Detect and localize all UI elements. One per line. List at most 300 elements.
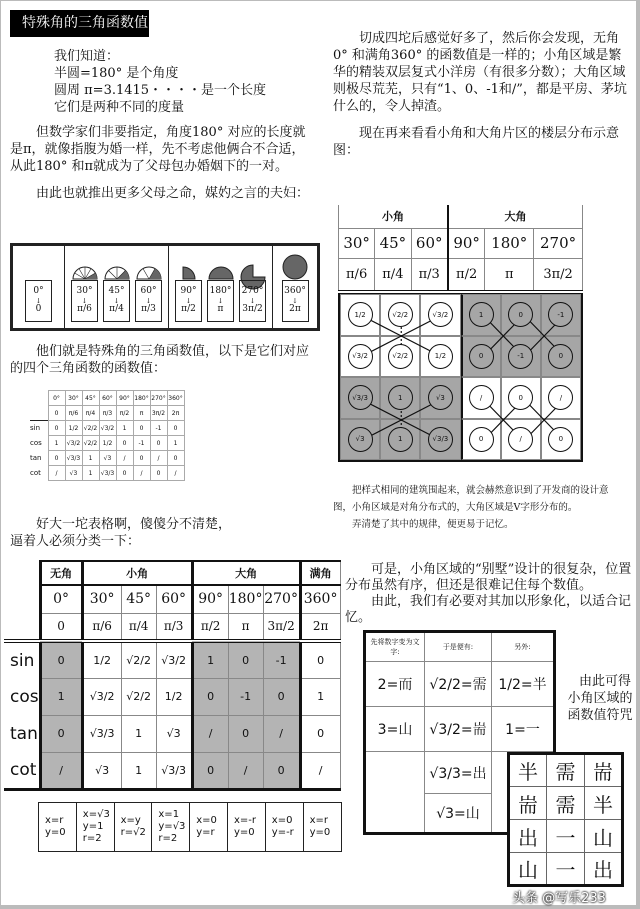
angle-sector-icon [175, 265, 203, 280]
value-text: √3 [355, 435, 365, 444]
value-text: 0 [57, 619, 65, 634]
value-text: / [59, 763, 63, 777]
value-text: 0 [156, 469, 161, 477]
value-text: √3/3 [66, 454, 81, 462]
degree-cell [228, 585, 263, 613]
value-cell [228, 752, 263, 789]
function-label [30, 466, 48, 481]
value-text: 90° [119, 394, 130, 402]
coordinate-cell [77, 803, 115, 851]
value-text: √3/2 [432, 310, 449, 319]
equals-sign: = [520, 677, 533, 693]
value-cell [192, 715, 228, 752]
mnemonic-char: 出 [472, 765, 487, 782]
value-cell [116, 451, 133, 466]
value-text: / [55, 469, 58, 477]
angle-card [175, 280, 202, 322]
mnemonic-char: 需 [472, 677, 487, 693]
angle-card [239, 280, 266, 322]
value-cell [82, 678, 121, 715]
function-label [30, 436, 48, 451]
value-text: √3/2 [66, 439, 81, 447]
angle-pairs-diagram [10, 243, 320, 331]
value-cell [121, 678, 156, 715]
mnemonic-header [492, 632, 555, 662]
value-text: 0 [242, 727, 250, 740]
coordinate-cell [266, 803, 304, 851]
mnemonic-char: 半 [532, 677, 547, 693]
value-cell [300, 715, 340, 752]
angle-pair [103, 265, 131, 322]
value-cell [48, 466, 65, 481]
value-text: 无角 [50, 567, 73, 580]
value-text: 180° [491, 234, 528, 252]
mnemonic-header [365, 632, 425, 662]
value-text: √3 [95, 763, 110, 777]
group-header-row [339, 205, 583, 228]
arrow-icon: ↓ [145, 297, 152, 305]
value-cell [116, 421, 133, 436]
degree-cell [411, 228, 448, 258]
radian-text: π/3 [141, 304, 156, 314]
value-text: 45° [85, 394, 96, 402]
mnemonic-number: √3 [436, 806, 455, 822]
radian-cell [99, 406, 116, 421]
value-text: 1 [398, 435, 403, 444]
value-text: 0 [156, 439, 161, 447]
degree-cell [40, 585, 82, 613]
value-text: / [479, 393, 483, 402]
corner [4, 613, 40, 641]
value-text: 3π/2 [267, 619, 295, 634]
value-cell [228, 678, 263, 715]
watermark: 头条 @写乐233 [512, 891, 606, 906]
coordinate-value: r=√2 [120, 827, 146, 838]
coordinate-value: x=y [120, 815, 141, 826]
coordinate-cell [228, 803, 266, 851]
coordinate-value: y=0 [309, 827, 331, 838]
radian-label [181, 305, 196, 315]
angle-card [282, 280, 309, 322]
value-cell [65, 466, 82, 481]
radian-cell [167, 406, 184, 421]
mnemonic-char: 山 [398, 722, 413, 738]
arrow-icon: ↓ [81, 297, 88, 305]
value-text: 0 [277, 763, 285, 777]
value-text: 0 [518, 393, 523, 402]
value-text: sin [10, 650, 35, 671]
value-text: 3π/2 [543, 266, 573, 282]
value-text: π/2 [456, 266, 478, 282]
value-text: 小角 [381, 210, 404, 224]
arrow-icon: ↓ [113, 297, 120, 305]
floor-circle-grid [338, 294, 583, 462]
value-text: 满角 [309, 567, 332, 580]
value-text: 1 [207, 653, 215, 667]
charm-grid [507, 752, 624, 887]
angle-sector-icon [71, 265, 99, 280]
angle-pair [135, 265, 163, 322]
value-text: 1 [478, 310, 484, 319]
value-text: / [243, 763, 248, 777]
value-text: 0 [558, 352, 564, 361]
radian-cell [40, 613, 82, 641]
value-text: 0 [518, 310, 523, 319]
degree-label: 0° [33, 286, 44, 297]
value-text: π/6 [92, 619, 112, 634]
arrow-icon: ↓ [185, 297, 192, 305]
value-text: 30° [89, 591, 115, 608]
value-cell [228, 641, 263, 678]
value-text: tan [10, 723, 38, 744]
intro-line: 圆周 π=3.1415・・・・是一个长度 [54, 83, 267, 98]
value-cell [82, 715, 121, 752]
charm-cell: 需 [547, 754, 585, 787]
value-text: / [123, 454, 126, 462]
value-circle [428, 344, 453, 369]
right-text-mid [333, 482, 623, 533]
paragraph: 好大一坨表格啊，傻傻分不清楚， [36, 517, 232, 532]
mnemonic-number: 1 [505, 722, 515, 738]
value-text: π/3 [102, 409, 113, 417]
value-text: √3/3 [89, 727, 115, 740]
group-full-angle [273, 246, 317, 328]
value-text: √3 [166, 727, 181, 740]
degree-row [339, 228, 583, 258]
angle-sector-icon [207, 265, 235, 280]
degree-cell [167, 391, 184, 406]
value-text: 0 [122, 439, 127, 447]
value-text: π/3 [163, 619, 184, 634]
value-text: 0 [139, 424, 144, 432]
value-circle [469, 427, 494, 452]
coordinate-value: x=r [309, 815, 328, 826]
value-text: 1 [317, 690, 325, 703]
value-cell [263, 715, 300, 752]
value-cell [82, 641, 121, 678]
value-cell [263, 752, 300, 789]
value-text: √2/2 [126, 690, 151, 703]
value-cell [99, 451, 116, 466]
coordinate-value: x=0 [196, 815, 217, 826]
intro-p3 [10, 343, 315, 387]
value-text: cot [30, 469, 41, 477]
value-text: 0° [53, 394, 60, 402]
mnemonic-cell [365, 707, 425, 752]
coordinate-value: y=-r [271, 827, 294, 838]
intro-line: 我们知道： [54, 49, 120, 64]
value-circle [548, 344, 573, 369]
value-cell [48, 421, 65, 436]
value-text: 1/2 [354, 310, 366, 319]
value-cell [121, 715, 156, 752]
caption-line: 小角区域的 [567, 691, 633, 706]
mnemonic-row [365, 707, 555, 752]
charm-cell: 出 [585, 853, 623, 886]
value-text: tan [30, 454, 42, 462]
degree-cell [65, 391, 82, 406]
intro-paragraphs [10, 124, 310, 212]
caption-line: 函数值符咒 [567, 708, 633, 723]
page-title: 特殊角的三角函数值 [10, 10, 149, 37]
mnemonic-char: 一 [525, 722, 540, 738]
value-cell [121, 641, 156, 678]
coordinate-value: x=-r [233, 815, 257, 826]
value-text: 2π [171, 409, 180, 417]
radian-cell [448, 258, 485, 292]
coordinate-value: y=√3 [158, 821, 186, 832]
radian-cell [300, 613, 340, 641]
mnemonic-header [425, 632, 492, 662]
charm-row [509, 820, 623, 853]
value-cell [192, 641, 228, 678]
coordinate-cell [152, 803, 190, 851]
value-text: 0 [54, 424, 59, 432]
group-header [339, 205, 448, 228]
floor-header-table [338, 205, 583, 294]
degree-label: 60° [140, 286, 157, 297]
value-text: -1 [155, 424, 162, 432]
value-text: 1 [54, 439, 59, 447]
table-row [4, 715, 340, 752]
group-header [448, 205, 583, 228]
radian-label [218, 305, 224, 315]
group-header [40, 561, 82, 585]
value-cell [133, 436, 150, 451]
corner [30, 391, 48, 406]
value-text: √3/2 [100, 424, 115, 432]
value-text: 0 [207, 690, 215, 703]
value-cell [228, 715, 263, 752]
value-text: 0 [478, 352, 484, 361]
value-text: 先将数字变为文字: [370, 638, 420, 656]
degree-cell [156, 585, 192, 613]
radian-cell [121, 613, 156, 641]
value-cell [156, 752, 192, 789]
value-cell [156, 715, 192, 752]
radian-cell [411, 258, 448, 292]
value-text: cos [10, 686, 39, 707]
trig-values-table-grouped [4, 560, 341, 791]
degree-cell [82, 391, 99, 406]
value-text: √2/2 [83, 439, 98, 447]
value-text: √3/3 [432, 435, 449, 444]
corner [4, 561, 40, 585]
value-circle [348, 385, 373, 410]
coordinate-value: y=0 [233, 827, 255, 838]
value-circle [348, 344, 373, 369]
radian-text: π/4 [109, 304, 124, 314]
degree-cell [150, 391, 167, 406]
paragraph: 由此，我们有必要对其加以形象化，以适合记忆。 [345, 594, 632, 625]
degree-cell [82, 585, 121, 613]
value-cell [40, 752, 82, 789]
degree-label: 180° [209, 286, 232, 297]
mnemonic-cell [365, 662, 425, 707]
value-cell [82, 752, 121, 789]
charm-cell: 一 [547, 853, 585, 886]
value-text: / [157, 454, 160, 462]
value-cell [150, 466, 167, 481]
mnemonic-cell [425, 662, 492, 707]
angle-pair [281, 265, 309, 322]
equals-sign: = [460, 722, 473, 738]
value-text: -1 [517, 352, 525, 361]
value-cell [121, 752, 156, 789]
table-row [30, 421, 184, 436]
radian-label [242, 305, 262, 315]
paragraph: 弄清楚了其中的规律，便更易于记忆。 [352, 519, 514, 530]
radian-cell [133, 406, 150, 421]
coordinate-value: r=2 [158, 833, 178, 844]
coordinate-cell [190, 803, 228, 851]
value-text: π/2 [200, 619, 221, 634]
value-text: √2/2 [83, 424, 98, 432]
value-text: 0 [277, 690, 285, 703]
value-text: / [559, 393, 563, 402]
value-text: 180° [228, 591, 263, 608]
group-zero-angle [13, 246, 65, 328]
value-text: √2/2 [392, 310, 409, 319]
angle-pair [175, 265, 203, 322]
degree-cell [116, 391, 133, 406]
coordinate-cell [39, 803, 77, 851]
value-text: 30° [68, 394, 79, 402]
group-large-angles [169, 246, 273, 328]
coordinate-table [38, 802, 342, 852]
value-text: 大角 [235, 567, 258, 580]
value-text: 0 [122, 469, 127, 477]
value-text: π/4 [382, 266, 404, 282]
value-text: 1/2 [102, 439, 113, 447]
arrow-icon: ↓ [35, 297, 42, 305]
value-text: 0 [54, 409, 59, 417]
value-cell [156, 641, 192, 678]
radian-label [141, 305, 156, 315]
value-cell [300, 678, 340, 715]
table-row [30, 466, 184, 481]
value-text: 180° [134, 394, 149, 402]
radian-label [289, 305, 301, 315]
charm-cell: 需 [547, 787, 585, 820]
mnemonic-number: √3/2 [429, 722, 461, 738]
value-cell [300, 752, 340, 789]
value-circle [388, 427, 413, 452]
value-text: 0 [207, 763, 215, 777]
value-text: 1 [88, 469, 93, 477]
radian-label [36, 305, 42, 315]
value-text: √3/2 [161, 653, 186, 667]
value-text: 0 [317, 653, 325, 667]
angle-card [207, 280, 234, 322]
value-circle [388, 344, 413, 369]
value-cell [48, 451, 65, 466]
table-row [4, 752, 340, 789]
value-text: 0 [478, 435, 484, 444]
radian-text: π/6 [77, 304, 92, 314]
equals-sign: = [386, 677, 399, 693]
value-text: -1 [557, 310, 565, 319]
value-text: 60° [415, 234, 443, 252]
value-text: √2/2 [392, 352, 409, 361]
value-text: / [519, 435, 522, 444]
floor-distribution-diagram [338, 205, 583, 462]
angle-pair [25, 280, 52, 322]
paragraph: 可是，小角区域的“别墅”设计的很复杂，位置分布虽然有序，但还是很难记住每个数值。 [345, 562, 632, 593]
charm-row [509, 754, 623, 787]
value-text: 60° [102, 394, 113, 402]
paragraph: 切成四坨后感觉好多了，然后你会发现，无角0° 和满角360° 的函数值是一样的；小角区域是繁华的精装双层复式小洋房（有很多分数）；大角区域则极尽荒芜，只有“1、0、-1和/”，都是平房、茅坑什么的，令人掉渣。 [333, 31, 627, 114]
degree-label: 30° [76, 286, 93, 297]
coordinate-value: x=r [45, 815, 64, 826]
value-text: 1 [398, 393, 403, 402]
mnemonic-number: √2/2 [429, 677, 461, 693]
value-text: 1/2 [164, 690, 183, 703]
angle-sector-icon [135, 265, 163, 280]
value-text: 60° [161, 591, 187, 608]
value-cell [82, 436, 99, 451]
value-text: π [241, 619, 250, 634]
paragraph: 逼着人必须分类一下： [10, 534, 141, 549]
value-text: 0 [139, 454, 144, 462]
intro-line: 半圆=180° 是个角度 [54, 66, 179, 81]
value-text: √3 [435, 393, 445, 402]
value-text: -1 [138, 439, 145, 447]
mnemonic-char: 而 [398, 677, 413, 693]
value-circle [428, 302, 453, 327]
function-label [4, 715, 40, 752]
degree-cell [133, 391, 150, 406]
charm-cell: 山 [585, 820, 623, 853]
angle-sector-icon [239, 265, 267, 280]
value-text: cos [30, 439, 42, 447]
angle-pair [239, 265, 267, 322]
value-text: π/3 [418, 266, 440, 282]
value-text: π [139, 409, 144, 417]
mnemonic-row [365, 662, 555, 707]
value-cell [133, 466, 150, 481]
degree-cell [192, 585, 228, 613]
value-text: / [140, 469, 143, 477]
value-cell [48, 436, 65, 451]
value-text: 270° [151, 394, 166, 402]
equals-sign: = [460, 765, 473, 782]
angle-sector-icon [281, 265, 309, 280]
group-header [82, 561, 192, 585]
value-text: √3 [69, 469, 78, 477]
degree-cell [485, 228, 534, 258]
value-text: √3/2 [352, 352, 368, 361]
radian-cell [82, 406, 99, 421]
value-circle [469, 302, 494, 327]
coordinate-cell [115, 803, 153, 851]
radian-cell [150, 406, 167, 421]
radian-row [339, 258, 583, 292]
value-text: 0 [173, 424, 178, 432]
value-text: 0 [57, 653, 65, 667]
mnemonic-cell [492, 707, 555, 752]
value-text: / [174, 469, 177, 477]
radian-cell [82, 613, 121, 641]
degree-label: 90° [180, 286, 197, 297]
value-cell [82, 451, 99, 466]
value-text: π [504, 266, 514, 282]
paragraph: 他们就是特殊角的三角函数值，以下是它们对应的四个三角函数的函数值： [10, 344, 310, 376]
charm-cell: 出 [509, 820, 547, 853]
value-text: π/6 [346, 266, 368, 282]
value-text: 1/2 [68, 424, 79, 432]
value-text: -1 [275, 653, 287, 667]
